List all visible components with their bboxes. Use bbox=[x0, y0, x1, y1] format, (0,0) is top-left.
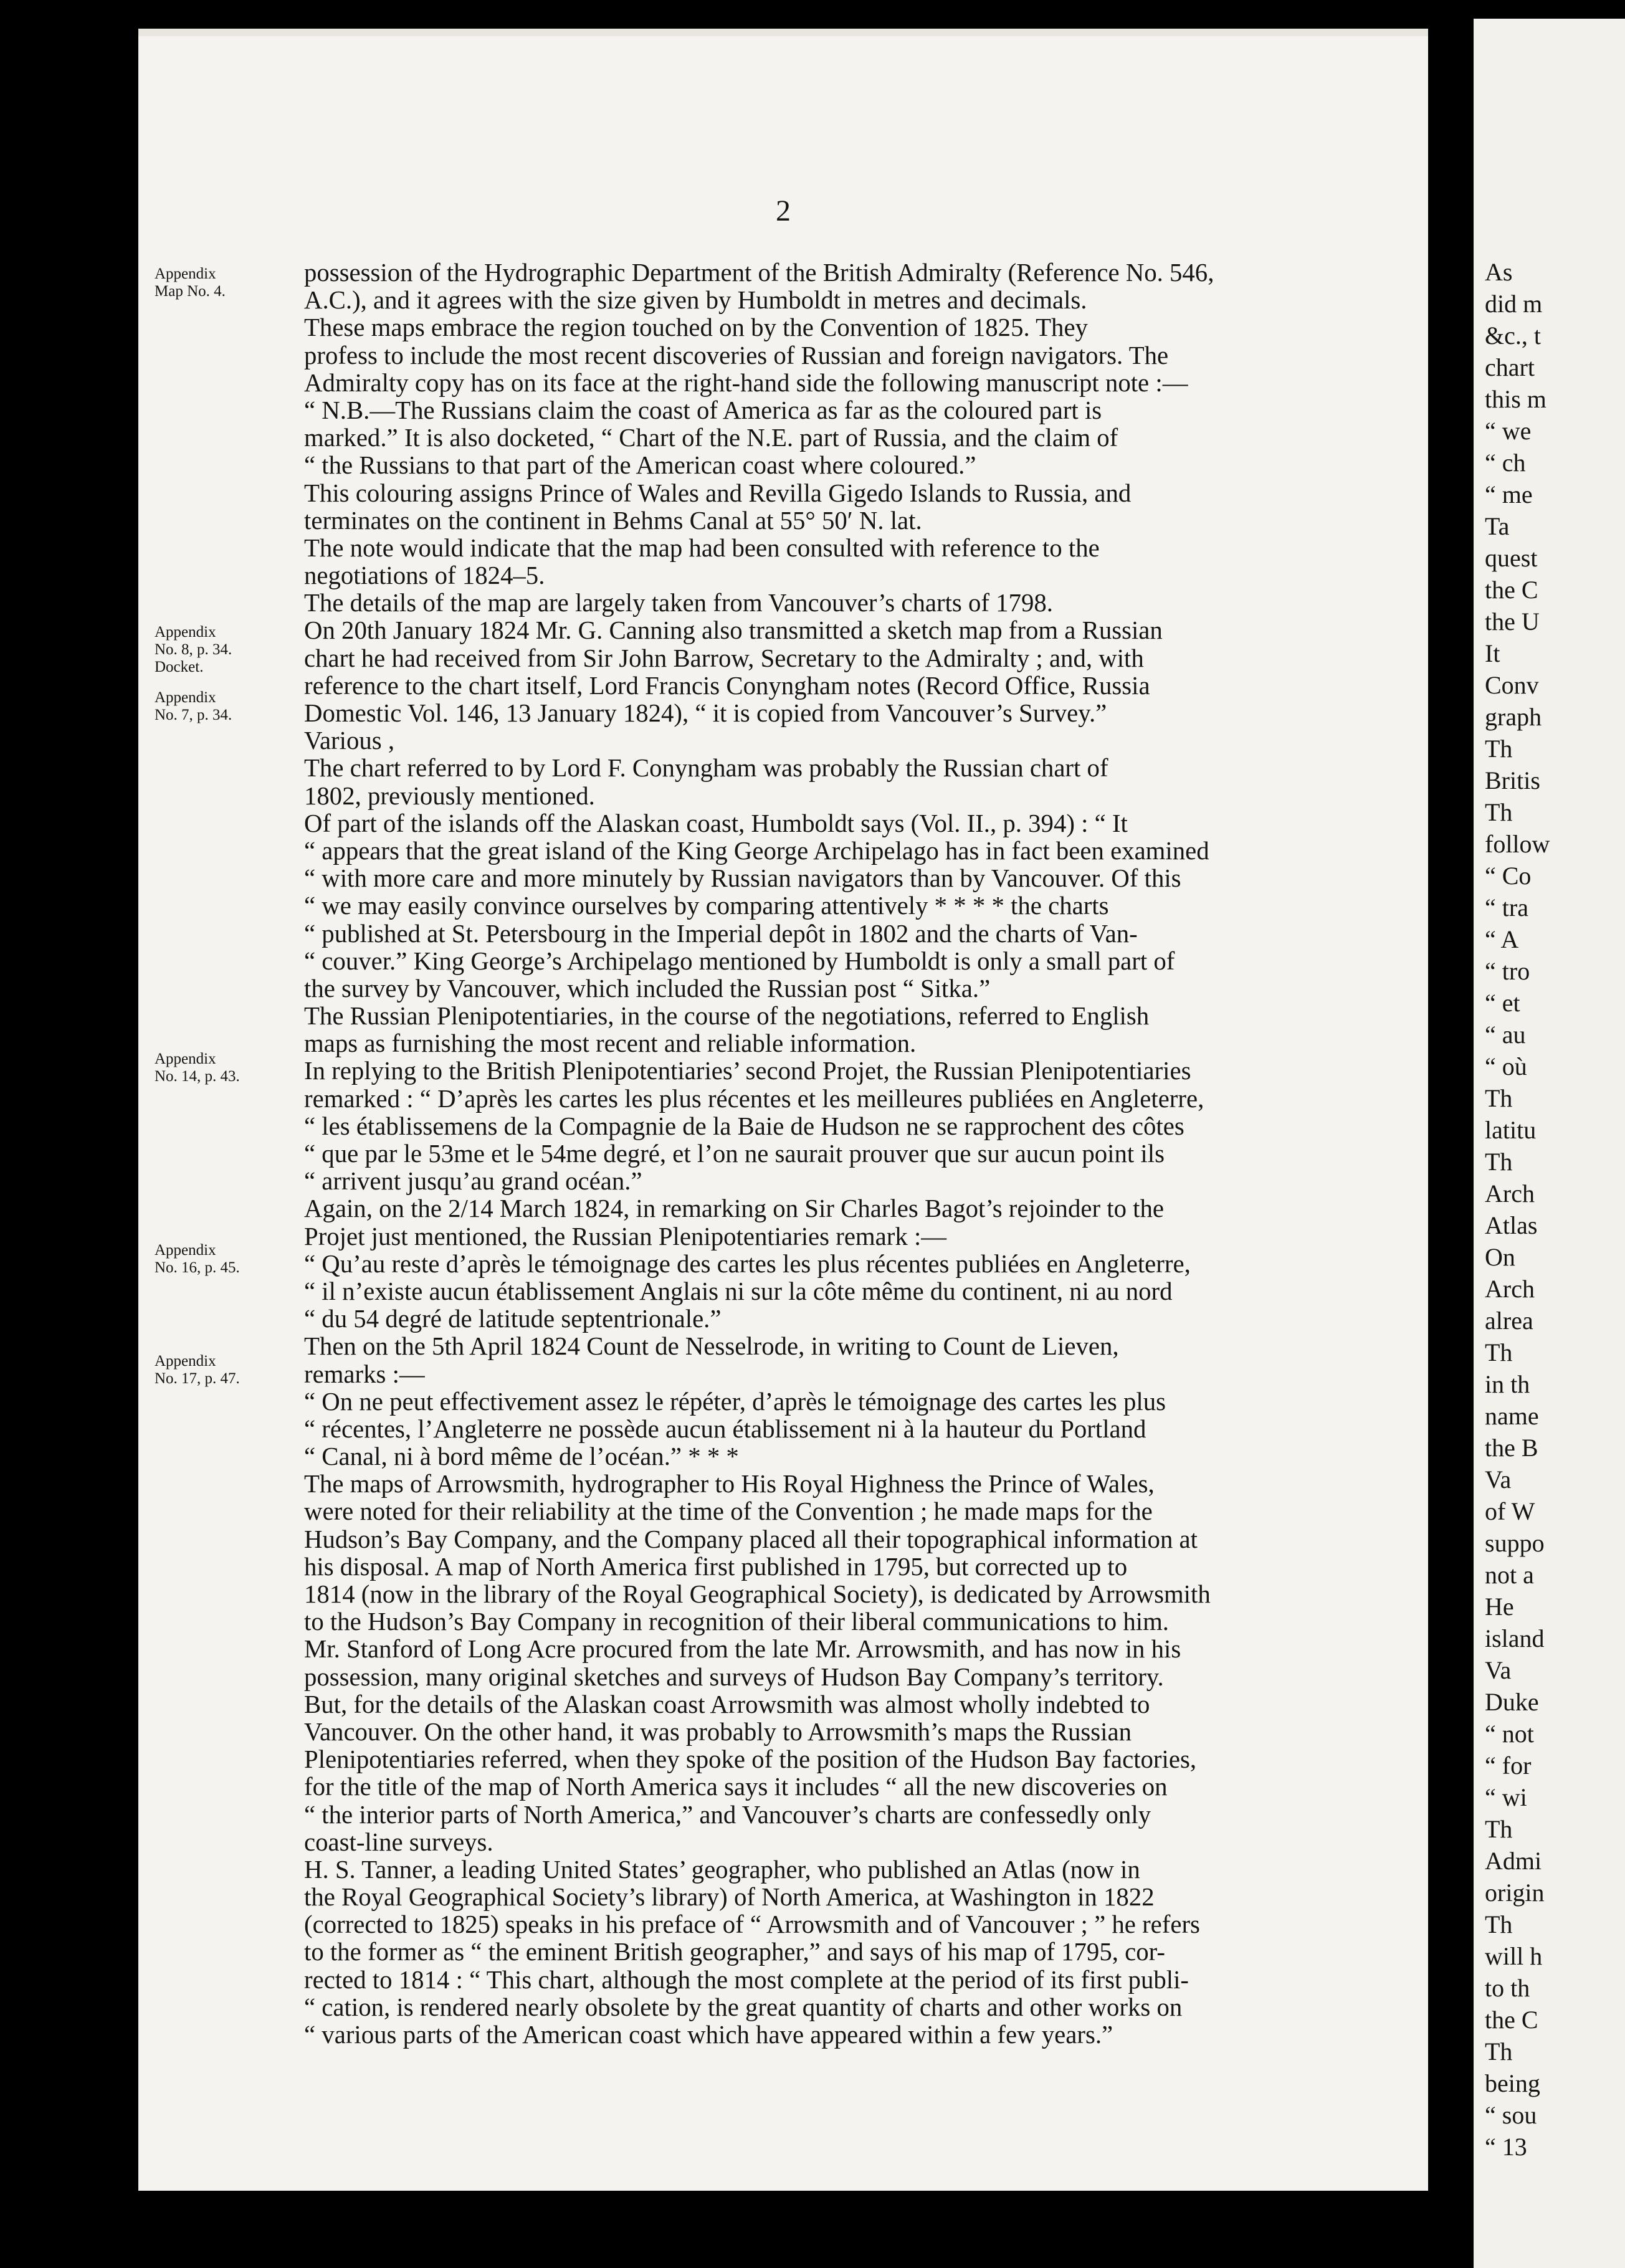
right-page-fragment: “ au bbox=[1485, 1021, 1526, 1049]
text-line: “ il n’existe aucun établissement Anglais ni sur la côte même du continent, ni au nord bbox=[304, 1277, 1173, 1305]
text-line: terminates on the continent in Behms Canal at 55° 50′ N. lat. bbox=[304, 507, 922, 535]
text-line: Vancouver. On the other hand, it was probably to Arrowsmith’s maps the Russian bbox=[304, 1718, 1132, 1746]
margin-note-label: Appendix bbox=[155, 1051, 216, 1067]
text-line: “ with more care and more minutely by Russian navigators than by Vancouver. Of this bbox=[304, 865, 1181, 893]
right-page-fragment: “ 13 bbox=[1485, 2133, 1527, 2161]
text-line: “ On ne peut effectivement assez le répéter, d’après le témoignage des cartes les plus bbox=[304, 1388, 1166, 1416]
right-page-fragment: will h bbox=[1485, 1942, 1543, 1970]
text-line: Various , bbox=[304, 727, 395, 755]
text-line: The note would indicate that the map had been consulted with reference to the bbox=[304, 534, 1100, 562]
right-page-fragment: island bbox=[1485, 1624, 1545, 1652]
right-page-fragment: Th bbox=[1485, 1084, 1513, 1112]
right-page-fragment: “ tro bbox=[1485, 957, 1530, 985]
text-line: H. S. Tanner, a leading United States’ geographer, who published an Atlas (now in bbox=[304, 1856, 1140, 1884]
text-line: “ N.B.—The Russians claim the coast of America as far as the coloured part is bbox=[304, 396, 1102, 424]
right-page-fragment: Conv bbox=[1485, 671, 1539, 699]
text-line: rected to 1814 : “ This chart, although the most complete at the period of its first publi- bbox=[304, 1966, 1189, 1994]
right-page-fragment: suppo bbox=[1485, 1529, 1545, 1557]
right-page-fragment: “ me bbox=[1485, 480, 1533, 508]
right-page-fragment: On bbox=[1485, 1243, 1515, 1271]
right-page-fragment: “ ch bbox=[1485, 449, 1526, 477]
text-line: 1814 (now in the library of the Royal Geographical Society), is dedicated by Arrowsmith bbox=[304, 1581, 1211, 1608]
right-page-fragment: the B bbox=[1485, 1434, 1538, 1462]
text-line: Plenipotentiaries referred, when they spoke of the position of the Hudson Bay factories, bbox=[304, 1746, 1197, 1774]
text-line: Hudson’s Bay Company, and the Company placed all their topographical information at bbox=[304, 1525, 1198, 1553]
text-line: The Russian Plenipotentiaries, in the course of the negotiations, referred to English bbox=[304, 1003, 1150, 1031]
right-page-fragment: being bbox=[1485, 2069, 1540, 2097]
right-page-fragment: to th bbox=[1485, 1974, 1530, 2002]
right-page-fragment: this m bbox=[1485, 385, 1546, 413]
right-page-fragment: “ où bbox=[1485, 1052, 1527, 1080]
margin-note-appendix bbox=[155, 1353, 292, 1388]
text-line: This colouring assigns Prince of Wales and Revilla Gigedo Islands to Russia, and bbox=[304, 479, 1132, 507]
right-page-fragment: &c., t bbox=[1485, 322, 1541, 350]
margin-note-ref: No. 8, p. 34. bbox=[155, 641, 232, 658]
text-line: the survey by Vancouver, which included the Russian post “ Sitka.” bbox=[304, 974, 991, 1003]
right-page-fragment: Th bbox=[1485, 735, 1513, 763]
text-line: A.C.), and it agrees with the size given by Humboldt in metres and decimals. bbox=[304, 287, 1087, 315]
text-line: “ we may easily convince ourselves by comparing attentively * * * * the charts bbox=[304, 892, 1109, 920]
text-line: Again, on the 2/14 March 1824, in remarking on Sir Charles Bagot’s rejoinder to the bbox=[304, 1195, 1165, 1223]
text-line: Mr. Stanford of Long Acre procured from the late Mr. Arrowsmith, and has now in his bbox=[304, 1636, 1181, 1664]
text-line: Then on the 5th April 1824 Count de Nesselrode, in writing to Count de Lieven, bbox=[304, 1333, 1119, 1361]
text-line: “ arrivent jusqu’au grand océan.” bbox=[304, 1168, 642, 1196]
right-page-fragment: Th bbox=[1485, 798, 1513, 826]
text-line: “ Qu’au reste d’après le témoignage des cartes les plus récentes publiées en Angleterre, bbox=[304, 1250, 1191, 1278]
text-line: These maps embrace the region touched on by the Convention of 1825. They bbox=[304, 314, 1088, 342]
text-line: “ published at St. Petersbourg in the Imperial depôt in 1802 and the charts of Van- bbox=[304, 920, 1138, 948]
margin-note-ref: No. 7, p. 34. bbox=[155, 707, 232, 723]
right-page-fragment: name bbox=[1485, 1402, 1539, 1430]
text-line: “ appears that the great island of the King George Archipelago has in fact been examined bbox=[304, 837, 1209, 865]
text-line: chart he had received from Sir John Barrow, Secretary to the Admiralty ; and, with bbox=[304, 644, 1144, 672]
right-page-fragment: quest bbox=[1485, 544, 1538, 572]
text-line: possession, many original sketches and surveys of Hudson Bay Company’s territory. bbox=[304, 1663, 1164, 1691]
right-page-fragment: follow bbox=[1485, 830, 1550, 858]
text-line: Domestic Vol. 146, 13 January 1824), “ it is copied from Vancouver’s Survey.” bbox=[304, 700, 1107, 727]
text-line: 1802, previously mentioned. bbox=[304, 782, 595, 810]
margin-note-ref: Map No. 4. bbox=[155, 283, 226, 300]
text-line: Of part of the islands off the Alaskan coast, Humboldt says (Vol. II., p. 394) : “ It bbox=[304, 809, 1128, 837]
margin-note-appendix bbox=[155, 1242, 292, 1277]
text-line: to the Hudson’s Bay Company in recognition of their liberal communications to him. bbox=[304, 1608, 1170, 1636]
right-page-fragment: Arch bbox=[1485, 1275, 1535, 1303]
right-page-fragment: in th bbox=[1485, 1370, 1530, 1398]
text-line: “ various parts of the American coast which have appeared within a few years.” bbox=[304, 2021, 1113, 2049]
text-line: the Royal Geographical Society’s library) of North America, at Washington in 1822 bbox=[304, 1884, 1155, 1912]
text-line: “ récentes, l’Angleterre ne possède aucun établissement ni à la hauteur du Portland bbox=[304, 1415, 1146, 1443]
right-page-fragment: Th bbox=[1485, 1148, 1513, 1176]
right-page-fragment: Britis bbox=[1485, 766, 1540, 794]
page-number: 2 bbox=[776, 194, 791, 227]
page-edge bbox=[138, 29, 1428, 36]
right-page-fragment: Admi bbox=[1485, 1847, 1542, 1875]
text-line: for the title of the map of North America says it includes “ all the new discoveries on bbox=[304, 1773, 1168, 1801]
right-page-fragment: “ wi bbox=[1485, 1783, 1527, 1811]
right-page-fragment: As bbox=[1485, 258, 1513, 286]
text-line: reference to the chart itself, Lord Francis Conyngham notes (Record Office, Russia bbox=[304, 672, 1150, 700]
text-line: were noted for their reliability at the time of the Convention ; he made maps for the bbox=[304, 1498, 1153, 1526]
right-page-fragment: “ sou bbox=[1485, 2101, 1537, 2129]
page-right-partial bbox=[1474, 19, 1625, 2268]
body-text bbox=[304, 259, 1428, 2049]
margin-note-appendix bbox=[155, 689, 292, 724]
right-page-fragment: the C bbox=[1485, 2006, 1538, 2034]
margin-note-appendix bbox=[155, 1051, 292, 1085]
text-line: “ que par le 53me et le 54me degré, et l’on ne saurait prouver que sur aucun point ils bbox=[304, 1140, 1165, 1168]
text-line: “ les établissemens de la Compagnie de la Baie de Hudson ne se rapprochent des côtes bbox=[304, 1112, 1184, 1140]
text-line: “ Canal, ni à bord même de l’océan.” * * * bbox=[304, 1443, 739, 1471]
right-page-fragment: “ tra bbox=[1485, 893, 1528, 922]
right-page-fragment: the U bbox=[1485, 608, 1540, 636]
right-page-fragment: of W bbox=[1485, 1497, 1535, 1525]
margin-note-ref: No. 14, p. 43. bbox=[155, 1068, 240, 1085]
margin-note-label: Appendix bbox=[155, 265, 216, 282]
margin-note-ref: No. 17, p. 47. bbox=[155, 1370, 240, 1387]
text-line: (corrected to 1825) speaks in his preface of “ Arrowsmith and of Vancouver ; ” he refers bbox=[304, 1911, 1200, 1939]
right-page-fragment: “ Co bbox=[1485, 862, 1532, 890]
text-line: “ the interior parts of North America,” and Vancouver’s charts are confessedly only bbox=[304, 1801, 1151, 1829]
margin-note-appendix bbox=[155, 265, 292, 300]
right-page-fragment: graph bbox=[1485, 703, 1542, 731]
text-line: profess to include the most recent discoveries of Russian and foreign navigators. The bbox=[304, 341, 1169, 369]
margin-note-ref: No. 16, p. 45. bbox=[155, 1259, 240, 1276]
text-line: coast-line surveys. bbox=[304, 1828, 493, 1856]
right-page-fragment: Va bbox=[1485, 1465, 1512, 1494]
right-page-fragment: Arch bbox=[1485, 1179, 1535, 1208]
text-line: to the former as “ the eminent British geographer,” and says of his map of 1795, cor- bbox=[304, 1938, 1165, 1966]
right-page-fragment: Th bbox=[1485, 1338, 1513, 1366]
right-page-fragment: “ et bbox=[1485, 989, 1520, 1017]
margin-note-label: Appendix bbox=[155, 624, 216, 641]
text-line: “ du 54 degré de latitude septentrionale.” bbox=[304, 1305, 722, 1333]
text-line: The maps of Arrowsmith, hydrographer to His Royal Highness the Prince of Wales, bbox=[304, 1470, 1155, 1498]
right-page-fragment: chart bbox=[1485, 353, 1535, 381]
right-page-fragment: Th bbox=[1485, 1815, 1513, 1843]
right-page-fragment: alrea bbox=[1485, 1307, 1533, 1335]
text-line: Admiralty copy has on its face at the right-hand side the following manuscript note :— bbox=[304, 369, 1188, 397]
text-line: his disposal. A map of North America first published in 1795, but corrected up to bbox=[304, 1553, 1128, 1581]
text-line: The details of the map are largely taken from Vancouver’s charts of 1798. bbox=[304, 589, 1053, 617]
text-line: In replying to the British Plenipotentiaries’ second Projet, the Russian Plenipotentiaries bbox=[304, 1057, 1191, 1085]
right-page-fragment: Th bbox=[1485, 1910, 1513, 1938]
book-gutter bbox=[1428, 0, 1474, 2268]
right-page-fragment: “ A bbox=[1485, 925, 1519, 953]
text-line: But, for the details of the Alaskan coast Arrowsmith was almost wholly indebted to bbox=[304, 1690, 1150, 1718]
text-line: maps as furnishing the most recent and reliable information. bbox=[304, 1030, 917, 1058]
right-page-fragment: did m bbox=[1485, 290, 1543, 318]
text-line: The chart referred to by Lord F. Conyngham was probably the Russian chart of bbox=[304, 755, 1108, 783]
right-page-fragment: Duke bbox=[1485, 1688, 1539, 1716]
text-line: On 20th January 1824 Mr. G. Canning also transmitted a sketch map from a Russian bbox=[304, 617, 1163, 645]
right-page-fragment: origin bbox=[1485, 1879, 1545, 1907]
text-line: Projet just mentioned, the Russian Plenipotentiaries remark :— bbox=[304, 1222, 947, 1251]
right-page-fragment: “ for bbox=[1485, 1751, 1532, 1780]
text-line: “ the Russians to that part of the American coast where coloured.” bbox=[304, 452, 976, 480]
text-line: “ cation, is rendered nearly obsolete by the great quantity of charts and other works on bbox=[304, 1993, 1183, 2021]
text-line: negotiations of 1824–5. bbox=[304, 562, 545, 590]
margin-note-extra: Docket. bbox=[155, 659, 204, 675]
right-page-fragment: “ not bbox=[1485, 1720, 1534, 1748]
right-page-fragment: Th bbox=[1485, 2037, 1513, 2066]
right-page-fragment: the C bbox=[1485, 576, 1538, 604]
text-line: remarks :— bbox=[304, 1360, 425, 1388]
text-line: marked.” It is also docketed, “ Chart of the N.E. part of Russia, and the claim of bbox=[304, 424, 1118, 452]
right-page-fragment: not a bbox=[1485, 1561, 1534, 1589]
right-page-fragment: Va bbox=[1485, 1656, 1512, 1684]
text-line: possession of the Hydrographic Department of the British Admiralty (Reference No. 546, bbox=[304, 259, 1214, 287]
margin-note-label: Appendix bbox=[155, 689, 216, 706]
margin-note-label: Appendix bbox=[155, 1242, 216, 1259]
text-line: remarked : “ D’après les cartes les plus récentes et les meilleures publiées en Angleterre, bbox=[304, 1085, 1204, 1113]
margin-note-label: Appendix bbox=[155, 1353, 216, 1370]
right-page-fragment: It bbox=[1485, 639, 1500, 667]
right-page-fragment: Atlas bbox=[1485, 1211, 1538, 1239]
right-page-fragment: He bbox=[1485, 1593, 1514, 1621]
margin-note-appendix bbox=[155, 624, 292, 676]
page-left bbox=[138, 29, 1428, 2191]
right-page-fragment: latitu bbox=[1485, 1116, 1537, 1144]
right-page-fragment: “ we bbox=[1485, 417, 1532, 445]
text-line: “ couver.” King George’s Archipelago mentioned by Humboldt is only a small part of bbox=[304, 947, 1175, 975]
right-page-fragment: Ta bbox=[1485, 512, 1510, 540]
